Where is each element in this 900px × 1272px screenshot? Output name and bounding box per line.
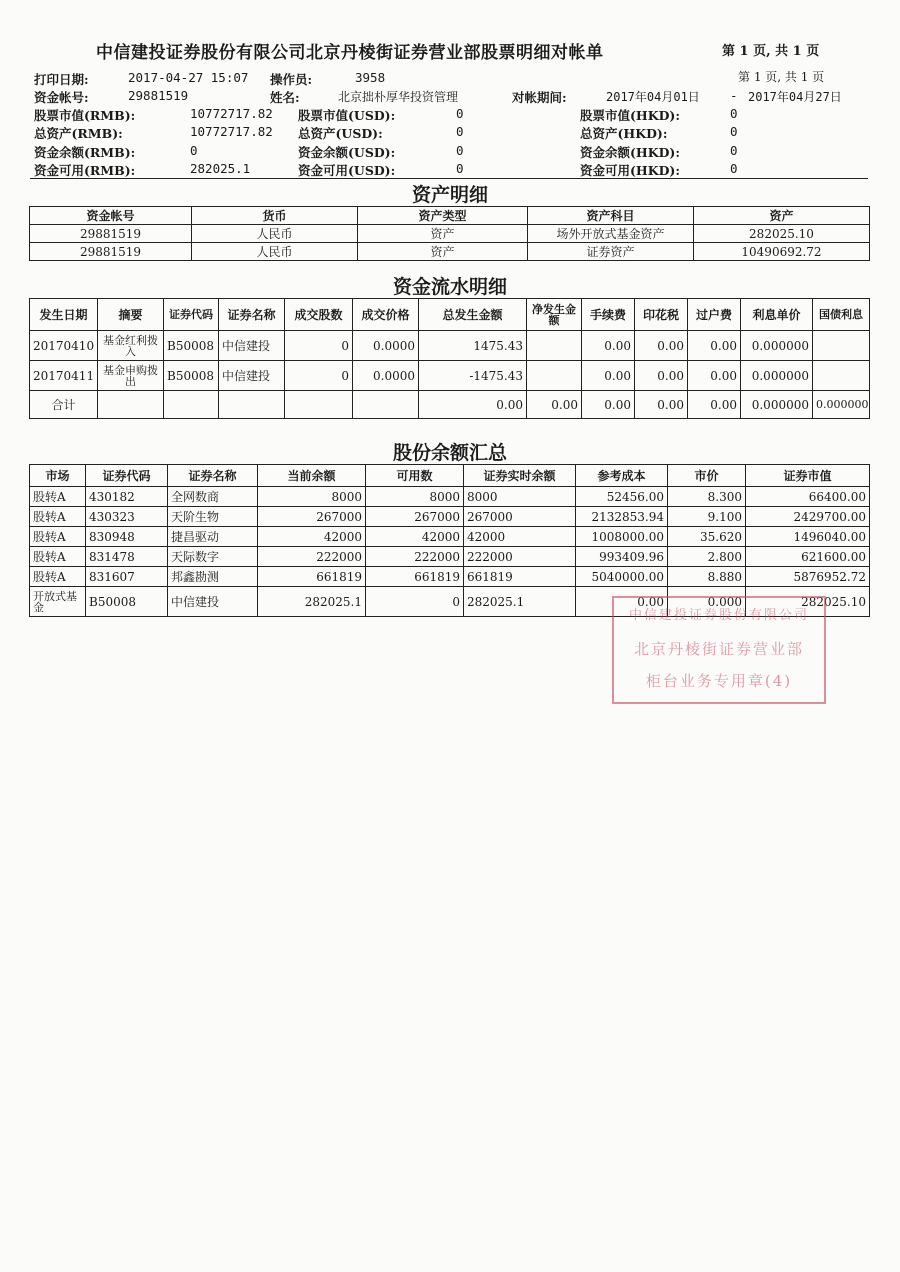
holdings-cell: 42000	[366, 527, 464, 547]
summary-label: 资金余额(USD):	[298, 145, 396, 160]
summary-label: 总资产(RMB):	[34, 126, 123, 141]
assets-cell: 证券资产	[528, 243, 694, 261]
holdings-row	[30, 567, 870, 587]
holdings-cell: 222000	[366, 547, 464, 567]
flows-cell: 0.00	[419, 391, 527, 419]
flows-cell: 0.0000	[353, 331, 419, 361]
account-label: 资金帐号:	[34, 90, 89, 105]
flows-cell: 0.000000	[813, 391, 870, 419]
holdings-cell: 831607	[86, 567, 168, 587]
assets-row	[30, 225, 870, 243]
holdings-header-cell: 市价	[668, 465, 746, 487]
holdings-header-cell: 证券市值	[746, 465, 870, 487]
holdings-cell: 开放式基金	[30, 587, 86, 617]
assets-table	[29, 206, 870, 261]
assets-cell: 282025.10	[694, 225, 870, 243]
assets-cell: 10490692.72	[694, 243, 870, 261]
holdings-cell: 9.100	[668, 507, 746, 527]
name-label: 姓名:	[270, 90, 300, 105]
assets-cell: 29881519	[30, 225, 192, 243]
period-label: 对帐期间:	[512, 90, 567, 105]
period-separator: -	[730, 88, 738, 103]
holdings-cell: 66400.00	[746, 487, 870, 507]
flows-cell: 中信建投	[219, 361, 285, 391]
assets-cell: 资产	[358, 225, 528, 243]
summary-label: 资金可用(USD):	[298, 163, 396, 178]
flows-header-cell: 发生日期	[30, 299, 98, 331]
holdings-row	[30, 527, 870, 547]
summary-label: 股票市值(USD):	[298, 108, 396, 123]
holdings-cell: 捷昌驱动	[168, 527, 258, 547]
holdings-cell: 222000	[258, 547, 366, 567]
holdings-cell: 1496040.00	[746, 527, 870, 547]
holdings-cell: 股转A	[30, 567, 86, 587]
summary-label: 股票市值(RMB):	[34, 108, 136, 123]
holdings-cell: 267000	[366, 507, 464, 527]
summary-value: 0	[456, 161, 464, 176]
flows-cell: 0.000000	[741, 361, 813, 391]
period-start: 2017年04月01日	[606, 90, 700, 104]
flows-cell: 0.00	[688, 361, 741, 391]
holdings-cell: 0.00	[576, 587, 668, 617]
flows-cell: 0.00	[582, 361, 635, 391]
holdings-header-cell: 参考成本	[576, 465, 668, 487]
holdings-cell: 2.800	[668, 547, 746, 567]
holdings-table	[29, 464, 870, 617]
summary-label: 总资产(USD):	[298, 126, 383, 141]
flows-cell: B50008	[164, 361, 219, 391]
flows-cell: 0	[285, 331, 353, 361]
flows-cell: 0.00	[582, 331, 635, 361]
holdings-cell: 42000	[258, 527, 366, 547]
assets-cell: 人民币	[192, 225, 358, 243]
summary-value: 0	[456, 143, 464, 158]
summary-value: 0	[730, 143, 738, 158]
print-date-value: 2017-04-27 15:07	[128, 70, 249, 85]
holdings-cell: 35.620	[668, 527, 746, 547]
flows-cell	[527, 361, 582, 391]
holdings-cell: 中信建投	[168, 587, 258, 617]
flows-cell: 0.00	[688, 391, 741, 419]
flows-cell: 基金申购拨出	[98, 361, 164, 391]
flows-cell: 中信建投	[219, 331, 285, 361]
print-date-label: 打印日期:	[34, 72, 89, 87]
flows-row	[30, 331, 870, 361]
summary-value: 282025.1	[190, 161, 251, 176]
holdings-cell: 430323	[86, 507, 168, 527]
flows-header-cell: 证券代码	[164, 299, 219, 331]
holdings-row	[30, 547, 870, 567]
assets-cell: 资产	[358, 243, 528, 261]
assets-header-cell: 资金帐号	[30, 207, 192, 225]
document-title: 中信建投证券股份有限公司北京丹棱街证券营业部股票明细对帐单	[96, 43, 604, 63]
summary-value: 0	[456, 106, 464, 121]
holdings-cell: 5876952.72	[746, 567, 870, 587]
page-indicator-secondary: 第 1 页, 共 1 页	[738, 70, 825, 84]
summary-label: 资金可用(HKD):	[580, 163, 680, 178]
holdings-header-cell: 证券实时余额	[464, 465, 576, 487]
holdings-cell: 5040000.00	[576, 567, 668, 587]
holdings-cell: 股转A	[30, 547, 86, 567]
flows-header-cell: 净发生金额	[527, 299, 582, 331]
holdings-cell: 股转A	[30, 487, 86, 507]
flows-header-cell: 利息单价	[741, 299, 813, 331]
account-value: 29881519	[128, 88, 189, 103]
holdings-cell: 993409.96	[576, 547, 668, 567]
summary-value: 10772717.82	[190, 106, 273, 121]
flows-section-title: 资金流水明细	[392, 276, 507, 298]
flows-cell: 1475.43	[419, 331, 527, 361]
holdings-cell: 661819	[366, 567, 464, 587]
period-end: 2017年04月27日	[748, 90, 842, 104]
flows-header-row	[30, 299, 870, 331]
summary-label: 资金可用(RMB):	[34, 163, 136, 178]
holdings-header-cell: 可用数	[366, 465, 464, 487]
flows-header-cell: 手续费	[582, 299, 635, 331]
holdings-cell: 222000	[464, 547, 576, 567]
flows-cell: -1475.43	[419, 361, 527, 391]
flows-cell	[164, 391, 219, 419]
summary-value: 0	[456, 124, 464, 139]
assets-header-cell: 货币	[192, 207, 358, 225]
holdings-cell: 0.000	[668, 587, 746, 617]
holdings-header-row	[30, 465, 870, 487]
holdings-cell: 股转A	[30, 507, 86, 527]
seal-line-2: 北京丹棱街证券营业部	[633, 640, 804, 658]
assets-header-cell: 资产	[694, 207, 870, 225]
holdings-cell: B50008	[86, 587, 168, 617]
flows-cell: 0.00	[635, 361, 688, 391]
assets-header-cell: 资产科目	[528, 207, 694, 225]
summary-value: 0	[730, 124, 738, 139]
flows-header-cell: 证券名称	[219, 299, 285, 331]
holdings-header-cell: 当前余额	[258, 465, 366, 487]
holdings-cell: 267000	[258, 507, 366, 527]
holdings-header-cell: 市场	[30, 465, 86, 487]
flows-cell	[813, 331, 870, 361]
holdings-cell: 1008000.00	[576, 527, 668, 547]
flows-cell: 0.00	[582, 391, 635, 419]
holdings-cell: 天际数字	[168, 547, 258, 567]
flows-cell: 0.00	[527, 391, 582, 419]
flows-header-cell: 过户费	[688, 299, 741, 331]
flows-header-cell: 成交股数	[285, 299, 353, 331]
summary-value: 10772717.82	[190, 124, 273, 139]
flows-table	[29, 298, 870, 419]
assets-header-cell: 资产类型	[358, 207, 528, 225]
holdings-header-cell: 证券名称	[168, 465, 258, 487]
holdings-cell: 0	[366, 587, 464, 617]
holdings-cell: 267000	[464, 507, 576, 527]
flows-cell	[285, 391, 353, 419]
summary-label: 总资产(HKD):	[580, 126, 668, 141]
holdings-cell: 8000	[258, 487, 366, 507]
flows-cell	[98, 391, 164, 419]
holdings-cell: 2429700.00	[746, 507, 870, 527]
assets-cell: 29881519	[30, 243, 192, 261]
flows-cell: 0.000000	[741, 331, 813, 361]
assets-cell: 人民币	[192, 243, 358, 261]
holdings-cell: 邦鑫勘测	[168, 567, 258, 587]
flows-header-cell: 成交价格	[353, 299, 419, 331]
assets-row	[30, 243, 870, 261]
summary-value: 0	[730, 161, 738, 176]
holdings-cell: 52456.00	[576, 487, 668, 507]
operator-label: 操作员:	[270, 72, 313, 87]
holdings-cell: 661819	[464, 567, 576, 587]
holdings-cell: 8.300	[668, 487, 746, 507]
seal-line-3: 柜台业务专用章(4)	[645, 672, 793, 690]
holdings-section-title: 股份余额汇总	[392, 442, 507, 464]
flows-cell: 20170411	[30, 361, 98, 391]
summary-divider	[30, 178, 868, 179]
assets-cell: 场外开放式基金资产	[528, 225, 694, 243]
operator-value: 3958	[355, 70, 386, 85]
holdings-cell: 2132853.94	[576, 507, 668, 527]
flows-cell: 0.00	[635, 331, 688, 361]
holdings-cell: 天阶生物	[168, 507, 258, 527]
flows-cell: 0.00	[688, 331, 741, 361]
flows-cell: 基金红利拨入	[98, 331, 164, 361]
flows-header-cell: 总发生金额	[419, 299, 527, 331]
summary-value: 0	[190, 143, 198, 158]
flows-cell: 0	[285, 361, 353, 391]
holdings-cell: 661819	[258, 567, 366, 587]
flows-cell	[353, 391, 419, 419]
flows-cell	[527, 331, 582, 361]
holdings-header-cell: 证券代码	[86, 465, 168, 487]
summary-label: 资金余额(RMB):	[34, 145, 136, 160]
flows-cell: 0.0000	[353, 361, 419, 391]
flows-cell: 0.00	[635, 391, 688, 419]
flows-header-cell: 摘要	[98, 299, 164, 331]
holdings-cell: 全网数商	[168, 487, 258, 507]
name-value: 北京拙朴厚华投资管理	[338, 90, 459, 104]
holdings-cell: 430182	[86, 487, 168, 507]
summary-value: 0	[730, 106, 738, 121]
flows-cell: B50008	[164, 331, 219, 361]
summary-label: 股票市值(HKD):	[580, 108, 680, 123]
flows-row	[30, 361, 870, 391]
flows-header-cell: 印花税	[635, 299, 688, 331]
seal-line-1: 中信建投证券股份有限公司	[628, 608, 809, 623]
assets-header-row	[30, 207, 870, 225]
holdings-cell: 282025.10	[746, 587, 870, 617]
holdings-cell: 831478	[86, 547, 168, 567]
holdings-row	[30, 507, 870, 527]
page-indicator: 第 1 页, 共 1 页	[722, 44, 820, 59]
holdings-cell: 8000	[366, 487, 464, 507]
holdings-cell: 282025.1	[464, 587, 576, 617]
holdings-cell: 8.880	[668, 567, 746, 587]
flows-cell: 合计	[30, 391, 98, 419]
flows-header-cell: 国债利息	[813, 299, 870, 331]
company-seal	[612, 596, 826, 704]
holdings-cell: 8000	[464, 487, 576, 507]
holdings-cell: 830948	[86, 527, 168, 547]
holdings-row	[30, 487, 870, 507]
holdings-cell: 股转A	[30, 527, 86, 547]
flows-cell	[219, 391, 285, 419]
summary-label: 资金余额(HKD):	[580, 145, 680, 160]
holdings-cell: 282025.1	[258, 587, 366, 617]
flows-cell: 0.000000	[741, 391, 813, 419]
flows-row	[30, 391, 870, 419]
holdings-cell: 621600.00	[746, 547, 870, 567]
flows-cell: 20170410	[30, 331, 98, 361]
flows-cell	[813, 361, 870, 391]
holdings-cell: 42000	[464, 527, 576, 547]
assets-section-title: 资产明细	[411, 184, 488, 206]
